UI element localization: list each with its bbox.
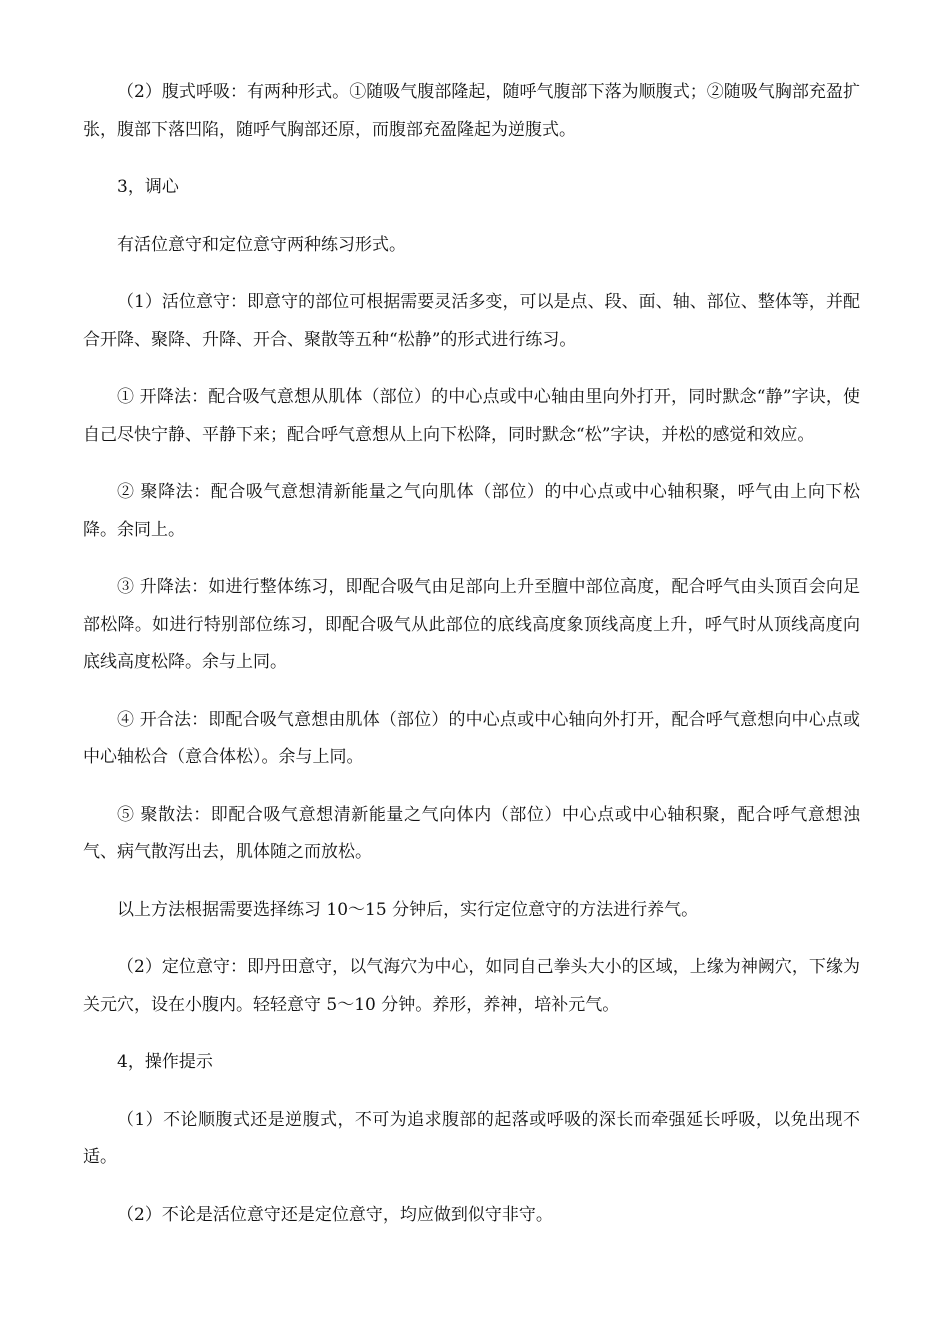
paragraph-open-descend-method: ① 开降法：配合吸气意想从肌体（部位）的中心点或中心轴由里向外打开，同时默念“静”字诀，使自己尽快宁静、平静下来；配合呼气意想从上向下松降，同时默念“松”字诀，并松的感觉和效应。 bbox=[83, 387, 860, 445]
paragraph-fixed-focus: （2）定位意守：即丹田意守，以气海穴为中心，如同自己拳头大小的区域，上缘为神阙穴，下缘为关元穴，设在小腹内。轻轻意守 5～10 分钟。养形，养神，培补元气。 bbox=[83, 957, 860, 1015]
paragraph-intro-two-forms: 有活位意守和定位意守两种练习形式。 bbox=[117, 234, 406, 255]
section-heading-operation-tips: 4，操作提示 bbox=[117, 1052, 213, 1072]
paragraph-abdominal-breathing: （2）腹式呼吸：有两种形式。①随吸气腹部隆起，随呼气腹部下落为顺腹式；②随吸气胸部充盈扩张，腹部下落凹陷，随呼气胸部还原，而腹部充盈隆起为逆腹式。 bbox=[83, 82, 860, 140]
paragraph-active-focus: （1）活位意守：即意守的部位可根据需要灵活多变，可以是点、段、面、轴、部位、整体等，并配合开降、聚降、升降、开合、聚散等五种“松静”的形式进行练习。 bbox=[83, 292, 860, 350]
paragraph-open-close-method: ④ 开合法：即配合吸气意想由肌体（部位）的中心点或中心轴向外打开，配合呼气意想向中心点或中心轴松合（意合体松）。余与上同。 bbox=[83, 709, 860, 767]
section-heading-mind-regulation: 3，调心 bbox=[117, 177, 179, 197]
paragraph-gather-disperse-method: ⑤ 聚散法：即配合吸气意想清新能量之气向体内（部位）中心点或中心轴积聚，配合呼气意想浊气、病气散泻出去，肌体随之而放松。 bbox=[83, 804, 860, 862]
paragraph-tip-2: （2）不论是活位意守还是定位意守，均应做到似守非守。 bbox=[117, 1204, 553, 1225]
paragraph-practice-duration: 以上方法根据需要选择练习 10～15 分钟后，实行定位意守的方法进行养气。 bbox=[117, 899, 699, 920]
paragraph-tip-1: （1）不论顺腹式还是逆腹式，不可为追求腹部的起落或呼吸的深长而牵强延长呼吸，以免出现不适。 bbox=[83, 1109, 860, 1167]
paragraph-rise-descend-method: ③ 升降法：如进行整体练习，即配合吸气由足部向上升至膻中部位高度，配合呼气由头顶百会向足部松降。如进行特别部位练习，即配合吸气从此部位的底线高度象顶线高度上升，呼气时从顶线高度向底线高度松降。余与上同。 bbox=[83, 577, 860, 672]
paragraph-gather-descend-method: ② 聚降法：配合吸气意想清新能量之气向肌体（部位）的中心点或中心轴积聚，呼气由上向下松降。余同上。 bbox=[83, 482, 860, 540]
